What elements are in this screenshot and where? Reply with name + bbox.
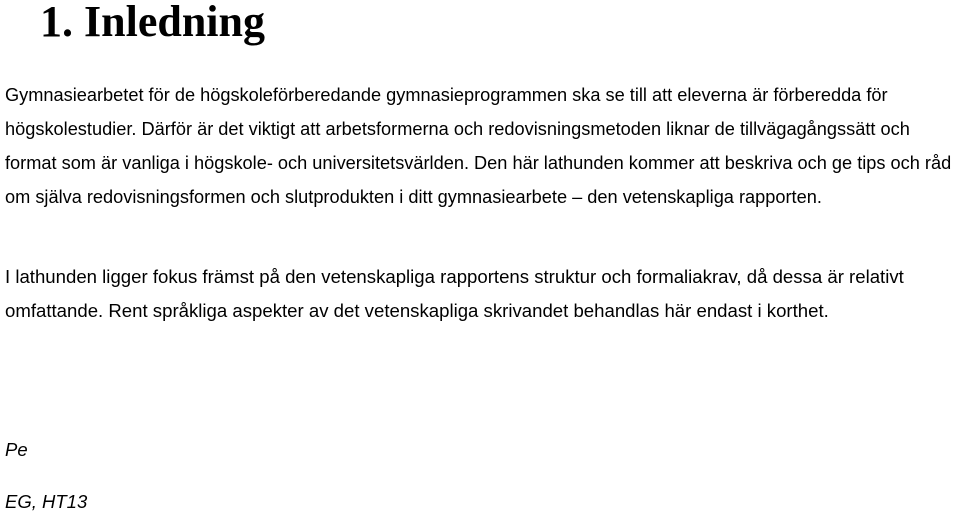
footer-course-term: EG, HT13: [5, 491, 88, 512]
focus-paragraph: I lathunden ligger fokus främst på den vetenskapliga rapportens struktur och formaliakrav, då dessa är relativt omfattande. Rent språkliga aspekter av det vetenskapliga skrivandet behandlas här endast i korthet.: [5, 266, 904, 321]
footer-initials: Pe: [5, 439, 28, 460]
intro-paragraph: Gymnasiearbetet för de högskoleförberedande gymnasieprogrammen ska se till att eleverna är förberedda för högskolestudier. Därför är det viktigt att arbetsformerna och redovisningsmetoden liknar de tillvägagångssätt och format som är vanliga i högskole- och universitetsvärlden. Den här lathunden kommer att beskriva och ge tips och råd om själva redovisningsformen och slutprodukten i ditt gymnasiearbete – den vetenskapliga rapporten.: [5, 85, 952, 207]
section-heading: 1. Inledning: [40, 0, 265, 46]
